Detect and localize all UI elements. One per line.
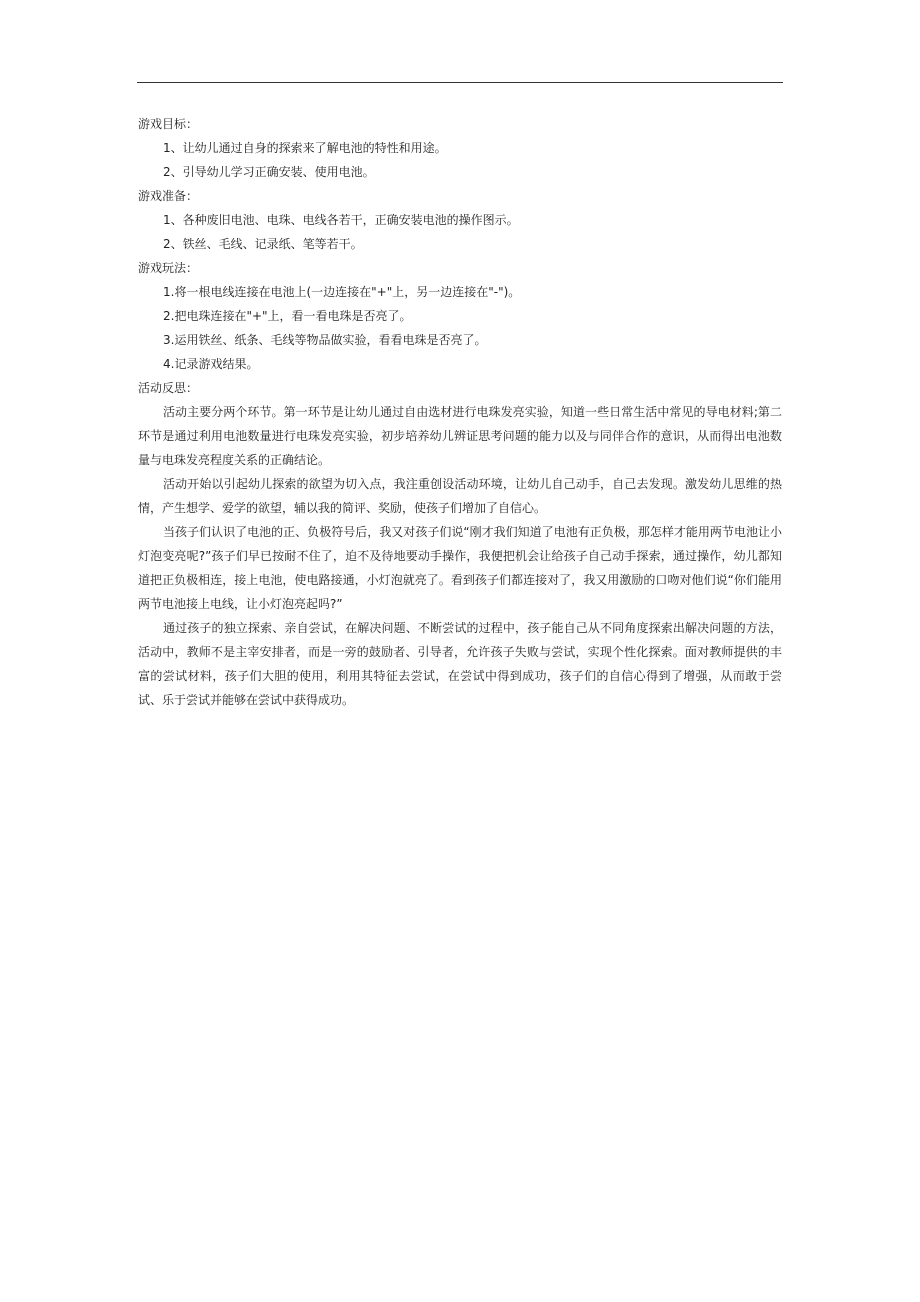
section-title-goal: 游戏目标：	[138, 117, 199, 131]
document-body	[138, 112, 782, 712]
reflection-paragraph: 通过孩子的独立探索、亲自尝试，在解决问题、不断尝试的过程中，孩子能自己从不同角度探索出解决问题的方法，活动中，教师不是主宰安排者，而是一旁的鼓励者、引导者，允许孩子失败与尝试，实现个性化探索。面对教师提供的丰富的尝试材料，孩子们大胆的使用，利用其特征去尝试，在尝试中得到成功，孩子们的自信心得到了增强，从而敢于尝试、乐于尝试并能够在尝试中获得成功。	[138, 621, 782, 707]
play-step: 1.将一根电线连接在电池上(一边连接在"+"上，另一边连接在"-")。	[163, 285, 521, 299]
play-step: 3.运用铁丝、纸条、毛线等物品做实验，看看电珠是否亮了。	[163, 333, 487, 347]
reflection-paragraph: 活动开始以引起幼儿探索的欲望为切入点，我注重创设活动环境，让幼儿自己动手，自己去发现。激发幼儿思维的热情，产生想学、爱学的欲望，辅以我的简评、奖励，使孩子们增加了自信心。	[138, 477, 782, 515]
reflection-paragraph: 当孩子们认识了电池的正、负极符号后，我又对孩子们说“刚才我们知道了电池有正负极，那怎样才能用两节电池让小灯泡变亮呢?”孩子们早已按耐不住了，迫不及待地要动手操作，我便把机会让给孩子自己动手探索，通过操作，幼儿都知道把正负极相连，接上电池，使电路接通，小灯泡就亮了。看到孩子们都连接对了，我又用激励的口吻对他们说“你们能用两节电池接上电线，让小灯泡亮起吗?”	[138, 525, 782, 611]
reflection-paragraph: 活动主要分两个环节。第一环节是让幼儿通过自由选材进行电珠发亮实验，知道一些日常生活中常见的导电材料;第二环节是通过利用电池数量进行电珠发亮实验，初步培养幼儿辨证思考问题的能力以及与同伴合作的意识，从而得出电池数量与电珠发亮程度关系的正确结论。	[138, 405, 782, 467]
goal-item: 1、让幼儿通过自身的探索来了解电池的特性和用途。	[163, 141, 447, 155]
goal-item: 2、引导幼儿学习正确安装、使用电池。	[163, 165, 375, 179]
prep-item: 2、铁丝、毛线、记录纸、笔等若干。	[163, 237, 363, 251]
section-title-reflection: 活动反思：	[138, 381, 199, 395]
play-step: 2.把电珠连接在"+"上，看一看电珠是否亮了。	[163, 309, 412, 323]
section-title-prep: 游戏准备：	[138, 189, 199, 203]
header-rule	[137, 82, 783, 83]
play-step: 4.记录游戏结果。	[163, 357, 259, 371]
prep-item: 1、各种废旧电池、电珠、电线各若干，正确安装电池的操作图示。	[163, 213, 519, 227]
section-title-play: 游戏玩法：	[138, 261, 199, 275]
